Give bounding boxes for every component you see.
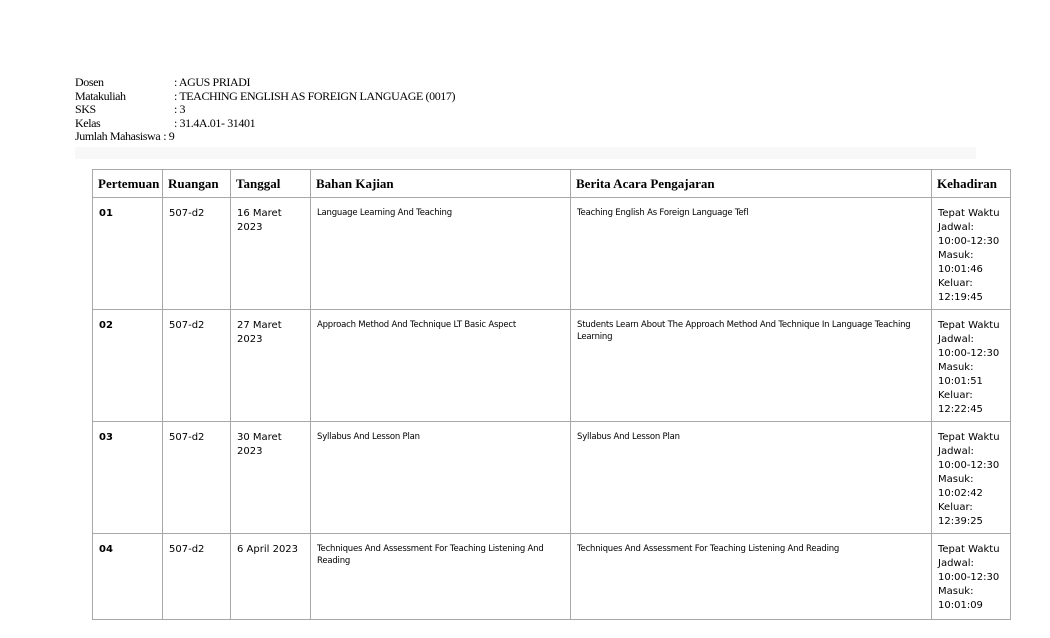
- attendance-table: [92, 169, 1011, 620]
- cell-tanggal: 27 Maret 2023: [231, 310, 311, 422]
- cell-pertemuan: 01: [93, 198, 163, 310]
- kelas-value: : 31.4A.01- 31401: [174, 115, 256, 130]
- kehadiran-masuk-label: Masuk:: [938, 586, 974, 597]
- kehadiran-masuk-value: 10:01:46: [938, 264, 983, 275]
- cell-pertemuan: 02: [93, 310, 163, 422]
- info-row-sks: [75, 103, 455, 117]
- cell-kehadiran: [932, 310, 1011, 422]
- jumlah-label: Jumlah Mahasiswa: [75, 129, 161, 143]
- kehadiran-keluar-label: Keluar:: [938, 502, 973, 513]
- kehadiran-keluar-label: Keluar:: [938, 390, 973, 401]
- table-row: [93, 534, 1011, 620]
- header-ruangan: Ruangan: [163, 170, 231, 198]
- course-info: [75, 76, 455, 144]
- kehadiran-jadwal-value: 10:00-12:30: [938, 236, 1000, 247]
- info-row-dosen: [75, 76, 455, 90]
- cell-ruangan: 507-d2: [163, 310, 231, 422]
- kehadiran-keluar-value: 12:39:25: [938, 516, 983, 527]
- kehadiran-keluar-value: 12:22:45: [938, 404, 983, 415]
- cell-berita-acara: Teaching English As Foreign Language Tefl: [571, 198, 932, 310]
- kehadiran-status: Tepat Waktu: [938, 432, 1000, 443]
- header-berita-acara: Berita Acara Pengajaran: [571, 170, 932, 198]
- cell-tanggal: 16 Maret 2023: [231, 198, 311, 310]
- table-row: [93, 310, 1011, 422]
- sks-value: : 3: [174, 102, 186, 116]
- cell-tanggal: 6 April 2023: [231, 534, 311, 620]
- separator-band: [75, 147, 976, 159]
- cell-bahan-kajian: Language Learning And Teaching: [311, 198, 571, 310]
- matakuliah-label: Matakuliah: [75, 88, 126, 103]
- cell-kehadiran: [932, 198, 1011, 310]
- header-tanggal: Tanggal: [231, 170, 311, 198]
- cell-ruangan: 507-d2: [163, 534, 231, 620]
- kehadiran-keluar-value: 12:19:45: [938, 292, 983, 303]
- kehadiran-jadwal-label: Jadwal:: [938, 446, 974, 457]
- table-row: [93, 422, 1011, 534]
- info-row-jumlah: [75, 130, 455, 144]
- cell-berita-acara: Techniques And Assessment For Teaching Listening And Reading: [571, 534, 932, 620]
- kelas-label: Kelas: [75, 115, 101, 130]
- kehadiran-status: Tepat Waktu: [938, 208, 1000, 219]
- info-row-matakuliah: [75, 90, 455, 104]
- cell-bahan-kajian: Techniques And Assessment For Teaching Listening And Reading: [311, 534, 571, 620]
- cell-tanggal: 30 Maret 2023: [231, 422, 311, 534]
- kehadiran-status: Tepat Waktu: [938, 320, 1000, 331]
- kehadiran-jadwal-label: Jadwal:: [938, 334, 974, 345]
- table-header-row: [93, 170, 1011, 198]
- cell-pertemuan: 03: [93, 422, 163, 534]
- kehadiran-jadwal-value: 10:00-12:30: [938, 572, 1000, 583]
- cell-bahan-kajian: Approach Method And Technique LT Basic Aspect: [311, 310, 571, 422]
- kehadiran-jadwal-value: 10:00-12:30: [938, 460, 1000, 471]
- kehadiran-masuk-value: 10:01:09: [938, 600, 983, 611]
- kehadiran-masuk-value: 10:02:42: [938, 488, 983, 499]
- kehadiran-keluar-label: Keluar:: [938, 278, 973, 289]
- kehadiran-masuk-label: Masuk:: [938, 250, 974, 261]
- dosen-label: Dosen: [75, 75, 104, 89]
- jumlah-value: : 9: [163, 129, 175, 143]
- cell-berita-acara: Syllabus And Lesson Plan: [571, 422, 932, 534]
- cell-kehadiran: [932, 534, 1011, 620]
- header-kehadiran: Kehadiran: [932, 170, 1011, 198]
- kehadiran-jadwal-value: 10:00-12:30: [938, 348, 1000, 359]
- matakuliah-value: : TEACHING ENGLISH AS FOREIGN LANGUAGE (0017): [174, 88, 456, 103]
- info-row-kelas: [75, 117, 455, 131]
- cell-kehadiran: [932, 422, 1011, 534]
- cell-bahan-kajian: Syllabus And Lesson Plan: [311, 422, 571, 534]
- kehadiran-status: Tepat Waktu: [938, 544, 1000, 555]
- dosen-value: : AGUS PRIADI: [174, 75, 251, 89]
- kehadiran-masuk-value: 10:01:51: [938, 376, 983, 387]
- kehadiran-masuk-label: Masuk:: [938, 362, 974, 373]
- cell-pertemuan: 04: [93, 534, 163, 620]
- header-pertemuan: Pertemuan: [93, 170, 163, 198]
- cell-ruangan: 507-d2: [163, 422, 231, 534]
- cell-ruangan: 507-d2: [163, 198, 231, 310]
- kehadiran-masuk-label: Masuk:: [938, 474, 974, 485]
- kehadiran-jadwal-label: Jadwal:: [938, 222, 974, 233]
- header-bahan-kajian: Bahan Kajian: [311, 170, 571, 198]
- cell-berita-acara: Students Learn About The Approach Method And Technique In Language Teaching Learning: [571, 310, 932, 422]
- sks-label: SKS: [75, 102, 96, 116]
- kehadiran-jadwal-label: Jadwal:: [938, 558, 974, 569]
- table-row: [93, 198, 1011, 310]
